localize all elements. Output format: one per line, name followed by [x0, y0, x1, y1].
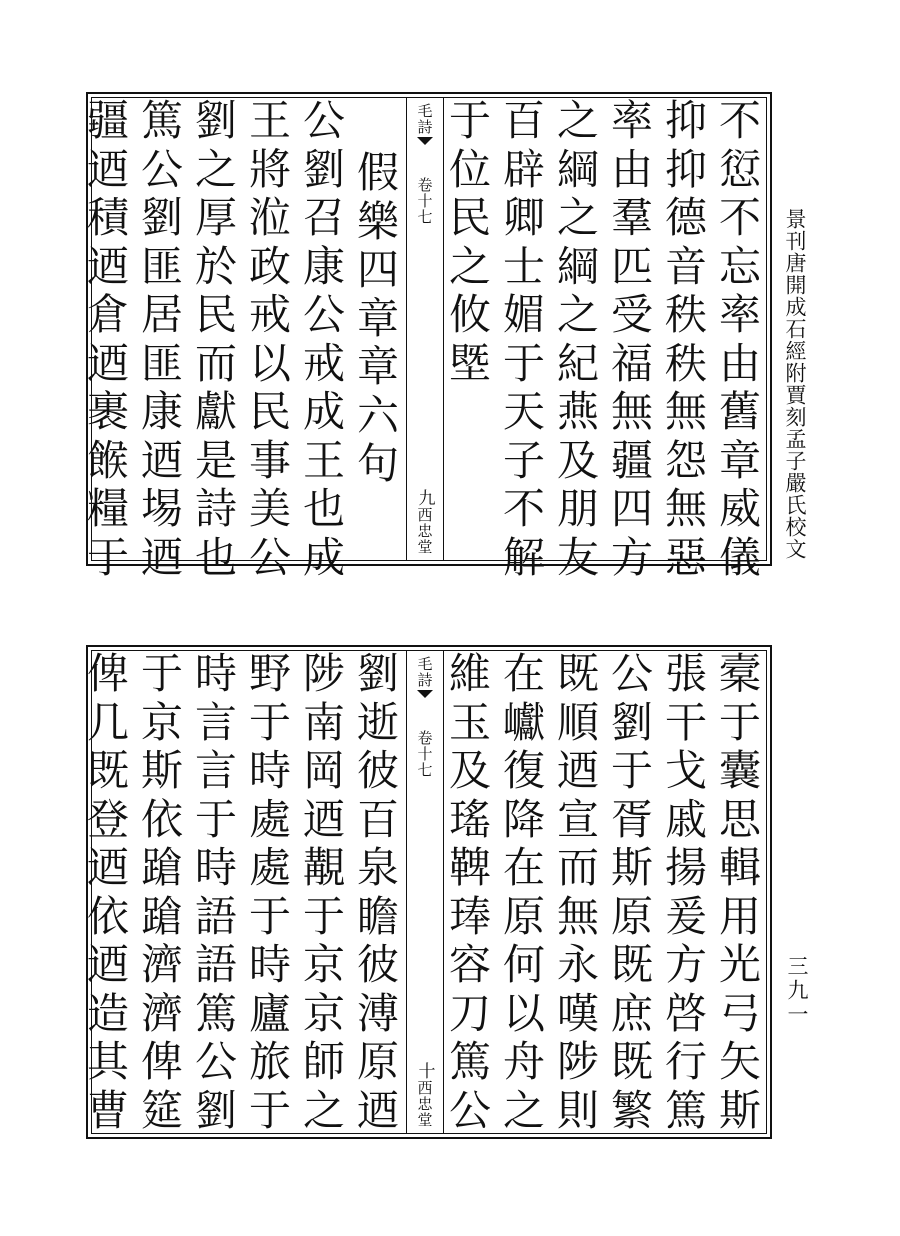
character: 于 — [248, 1085, 291, 1135]
character: 餱 — [86, 435, 129, 485]
character: 篤 — [448, 1037, 491, 1086]
center-hall-name: 西忠堂 — [415, 1080, 434, 1128]
character: 言 — [194, 746, 237, 795]
character: 無 — [664, 484, 707, 533]
character: 受 — [610, 290, 653, 339]
character: 迺 — [86, 144, 129, 194]
character: 于 — [248, 891, 291, 941]
character: 瑤 — [448, 794, 491, 844]
text-column — [553, 96, 603, 582]
character: 威 — [718, 484, 761, 533]
character: 語 — [194, 940, 237, 989]
character: 子 — [502, 435, 545, 485]
character: 積 — [86, 193, 129, 242]
character: 廬 — [248, 988, 291, 1038]
character: 秩 — [664, 338, 707, 388]
character: 原 — [502, 891, 545, 941]
center-volume: 卷十七 — [415, 730, 434, 778]
character: 刀 — [448, 988, 491, 1038]
character: 由 — [718, 338, 761, 388]
text-column — [245, 96, 295, 582]
character: 率 — [610, 96, 653, 145]
character: 何 — [502, 940, 545, 989]
character: 於 — [194, 241, 237, 291]
character: 既 — [556, 649, 599, 698]
center-divider-right — [443, 650, 444, 1134]
character: 嘆 — [556, 988, 599, 1038]
character: 樂 — [356, 196, 399, 246]
character: 召 — [302, 193, 345, 242]
character: 成 — [302, 532, 345, 582]
center-divider-right — [443, 97, 444, 561]
character: 抑 — [664, 144, 707, 194]
character: 卿 — [502, 193, 545, 242]
character: 辟 — [502, 144, 545, 194]
character: 天 — [502, 387, 545, 436]
character: 綱 — [556, 144, 599, 194]
character: 濟 — [140, 988, 183, 1038]
character: 迺 — [356, 1085, 399, 1135]
character: 獻 — [194, 387, 237, 436]
fish-tail-mark — [417, 137, 433, 145]
character: 依 — [140, 794, 183, 844]
character: 時 — [194, 649, 237, 698]
character: 假 — [356, 148, 399, 197]
character: 百 — [502, 96, 545, 145]
character: 抑 — [664, 96, 707, 145]
character: 將 — [248, 144, 291, 194]
character: 俾 — [140, 1037, 183, 1086]
character: 于 — [248, 697, 291, 747]
character: 俾 — [86, 649, 129, 698]
text-column — [661, 96, 711, 582]
character: 登 — [86, 794, 129, 844]
text-column — [137, 650, 187, 1134]
text-column — [553, 650, 603, 1134]
character: 彼 — [356, 940, 399, 989]
character: 南 — [302, 697, 345, 747]
text-column — [445, 97, 495, 561]
character: 啓 — [664, 988, 707, 1038]
character: 裹 — [86, 387, 129, 436]
character: 政 — [248, 241, 291, 291]
character: 媚 — [502, 290, 545, 339]
character: 光 — [718, 940, 761, 989]
character: 之 — [448, 241, 491, 291]
character: 迺 — [140, 532, 183, 582]
character: 容 — [448, 940, 491, 989]
character: 于 — [502, 338, 545, 388]
center-strip — [407, 650, 443, 1134]
character: 糧 — [86, 484, 129, 533]
character: 斯 — [718, 1085, 761, 1135]
character: 康 — [302, 241, 345, 291]
text-column — [245, 650, 295, 1134]
character: 戒 — [248, 290, 291, 339]
character: 涖 — [248, 193, 291, 242]
text-column — [191, 96, 241, 582]
text-column — [299, 650, 349, 1134]
character: 爰 — [664, 891, 707, 941]
character: 京 — [302, 988, 345, 1038]
character: 愆 — [718, 144, 761, 194]
character: 戚 — [664, 794, 707, 844]
character: 瞻 — [356, 891, 399, 941]
character: 不 — [718, 96, 761, 145]
character: 以 — [502, 988, 545, 1038]
character: 王 — [302, 435, 345, 485]
character: 庶 — [610, 988, 653, 1038]
character: 于 — [610, 746, 653, 795]
character: 不 — [502, 484, 545, 533]
character: 濟 — [140, 940, 183, 989]
character: 筵 — [140, 1085, 183, 1135]
character: 之 — [556, 193, 599, 242]
character: 維 — [448, 649, 491, 698]
character: 而 — [194, 338, 237, 388]
character: 埸 — [140, 484, 183, 533]
character: 斯 — [140, 746, 183, 795]
character: 依 — [86, 891, 129, 941]
character: 之 — [502, 1085, 545, 1135]
character: 時 — [248, 940, 291, 989]
text-column — [445, 650, 495, 1134]
character: 匪 — [140, 338, 183, 388]
character: 玉 — [448, 697, 491, 747]
character: 福 — [610, 338, 653, 388]
character: 張 — [664, 649, 707, 698]
character: 劉 — [140, 193, 183, 242]
character: 于 — [718, 697, 761, 747]
character: 友 — [556, 532, 599, 582]
character: 成 — [302, 387, 345, 436]
character: 士 — [502, 241, 545, 291]
character: 綱 — [556, 241, 599, 291]
character: 行 — [664, 1037, 707, 1086]
text-column — [499, 96, 549, 582]
character: 之 — [556, 96, 599, 145]
character: 也 — [302, 484, 345, 533]
character: 公 — [302, 290, 345, 339]
character: 則 — [556, 1085, 599, 1135]
text-column — [607, 96, 657, 582]
text-column — [83, 650, 133, 1134]
character: 六 — [356, 390, 399, 440]
character: 時 — [194, 843, 237, 892]
character: 德 — [664, 193, 707, 242]
character: 覯 — [302, 843, 345, 892]
character: 斯 — [610, 843, 653, 892]
character: 巘 — [502, 697, 545, 747]
character: 鞞 — [448, 843, 491, 892]
character: 于 — [140, 649, 183, 698]
character: 囊 — [718, 746, 761, 795]
character: 戈 — [664, 746, 707, 795]
character: 野 — [248, 649, 291, 698]
character: 位 — [448, 144, 491, 194]
text-column — [353, 650, 403, 1134]
center-divider-left — [406, 650, 407, 1134]
text-column — [715, 650, 765, 1134]
character: 原 — [610, 891, 653, 941]
character: 怨 — [664, 435, 707, 485]
character: 劉 — [302, 144, 345, 194]
character: 朋 — [556, 484, 599, 533]
text-column — [299, 96, 349, 582]
character: 忘 — [718, 241, 761, 291]
character: 既 — [86, 746, 129, 795]
character: 篤 — [194, 988, 237, 1038]
character: 居 — [140, 290, 183, 339]
character: 蹌 — [140, 843, 183, 892]
center-book-name: 毛詩 — [415, 656, 434, 688]
character: 陟 — [302, 649, 345, 698]
top-text-block — [86, 92, 772, 582]
character: 語 — [194, 891, 237, 941]
character: 舊 — [718, 387, 761, 436]
character: 公 — [610, 649, 653, 698]
character: 原 — [356, 1037, 399, 1086]
character: 岡 — [302, 746, 345, 795]
character: 輯 — [718, 843, 761, 892]
character: 詩 — [194, 484, 237, 533]
character: 之 — [302, 1085, 345, 1135]
text-column — [607, 650, 657, 1134]
character: 于 — [194, 794, 237, 844]
character: 戒 — [302, 338, 345, 388]
character: 匹 — [610, 241, 653, 291]
character: 無 — [664, 387, 707, 436]
character: 劉 — [194, 1085, 237, 1135]
character: 燕 — [556, 387, 599, 436]
character: 劉 — [356, 649, 399, 698]
character: 方 — [610, 532, 653, 582]
character: 處 — [248, 843, 291, 892]
character: 琫 — [448, 891, 491, 941]
character: 四 — [356, 245, 399, 294]
character: 劉 — [194, 96, 237, 145]
character: 及 — [556, 435, 599, 485]
character: 匪 — [140, 241, 183, 291]
character: 四 — [610, 484, 653, 533]
character: 民 — [248, 387, 291, 436]
character: 之 — [556, 290, 599, 339]
character: 弓 — [718, 988, 761, 1038]
character: 既 — [610, 940, 653, 989]
character: 處 — [248, 794, 291, 844]
character: 公 — [302, 96, 345, 145]
character: 在 — [502, 843, 545, 892]
character: 于 — [448, 96, 491, 145]
character: 康 — [140, 387, 183, 436]
character: 公 — [448, 1085, 491, 1135]
fish-tail-mark — [417, 690, 433, 698]
character: 曹 — [86, 1085, 129, 1135]
character: 攸 — [448, 290, 491, 339]
character: 槖 — [718, 649, 761, 698]
character: 是 — [194, 435, 237, 485]
text-column — [353, 149, 403, 561]
character: 復 — [502, 746, 545, 795]
character: 造 — [86, 988, 129, 1038]
character: 篤 — [140, 96, 183, 145]
character: 順 — [556, 697, 599, 747]
text-column — [83, 96, 133, 582]
text-column — [137, 96, 187, 582]
center-leaf-number: 十 — [414, 1062, 435, 1080]
character: 迺 — [86, 241, 129, 291]
character: 塈 — [448, 338, 491, 388]
character: 羣 — [610, 193, 653, 242]
character: 旅 — [248, 1037, 291, 1086]
character: 音 — [664, 241, 707, 291]
character: 矢 — [718, 1037, 761, 1086]
center-divider-left — [406, 97, 407, 561]
character: 率 — [718, 290, 761, 339]
character: 章 — [718, 435, 761, 485]
character: 胥 — [610, 794, 653, 844]
character: 降 — [502, 794, 545, 844]
character: 溥 — [356, 988, 399, 1038]
character: 無 — [610, 387, 653, 436]
character: 揚 — [664, 843, 707, 892]
character: 既 — [610, 1037, 653, 1086]
character: 迺 — [86, 843, 129, 892]
character: 迺 — [86, 940, 129, 989]
character: 言 — [194, 697, 237, 747]
character: 儀 — [718, 532, 761, 582]
character: 民 — [448, 193, 491, 242]
center-volume: 卷十七 — [415, 177, 434, 225]
text-column — [191, 650, 241, 1134]
character: 倉 — [86, 290, 129, 339]
character: 陟 — [556, 1037, 599, 1086]
character: 逝 — [356, 697, 399, 747]
center-hall-name: 西忠堂 — [415, 507, 434, 555]
character: 由 — [610, 144, 653, 194]
page-number: 三九一 — [785, 955, 809, 1027]
character: 疆 — [86, 96, 129, 145]
character: 師 — [302, 1037, 345, 1086]
center-leaf-number: 九 — [414, 489, 435, 507]
character: 之 — [194, 144, 237, 194]
character: 句 — [356, 439, 399, 488]
character: 迺 — [302, 794, 345, 844]
character: 方 — [664, 940, 707, 989]
character: 王 — [248, 96, 291, 145]
bottom-text-block — [86, 645, 772, 1139]
character: 疆 — [610, 435, 653, 485]
character: 篤 — [664, 1085, 707, 1135]
margin-title: 景刊唐開成石經附賈刻孟子嚴氏校文 — [783, 208, 807, 560]
character: 其 — [86, 1037, 129, 1086]
character: 永 — [556, 940, 599, 989]
character: 用 — [718, 891, 761, 941]
character: 解 — [502, 532, 545, 582]
character: 舟 — [502, 1037, 545, 1086]
character: 而 — [556, 843, 599, 892]
character: 百 — [356, 794, 399, 844]
character: 及 — [448, 746, 491, 795]
character: 干 — [664, 697, 707, 747]
character: 迺 — [140, 435, 183, 485]
text-column — [499, 650, 549, 1134]
character: 無 — [556, 891, 599, 941]
character: 美 — [248, 484, 291, 533]
character: 不 — [718, 193, 761, 242]
character: 于 — [86, 532, 129, 582]
character: 厚 — [194, 193, 237, 242]
character: 几 — [86, 697, 129, 747]
character: 宣 — [556, 794, 599, 844]
character: 在 — [502, 649, 545, 698]
character: 泉 — [356, 843, 399, 892]
character: 公 — [140, 144, 183, 194]
character: 繁 — [610, 1085, 653, 1135]
character: 蹌 — [140, 891, 183, 941]
character: 京 — [140, 697, 183, 747]
character: 于 — [302, 891, 345, 941]
center-strip — [407, 97, 443, 561]
character: 惡 — [664, 532, 707, 582]
center-book-name: 毛詩 — [415, 103, 434, 135]
character: 迺 — [86, 338, 129, 388]
character: 也 — [194, 532, 237, 582]
character: 公 — [194, 1037, 237, 1086]
character: 紀 — [556, 338, 599, 388]
character: 時 — [248, 746, 291, 795]
character: 民 — [194, 290, 237, 339]
character: 以 — [248, 338, 291, 388]
character: 思 — [718, 794, 761, 844]
character: 秩 — [664, 290, 707, 339]
character: 迺 — [556, 746, 599, 795]
character: 章 — [356, 342, 399, 391]
character: 公 — [248, 532, 291, 582]
character: 章 — [356, 293, 399, 343]
character: 京 — [302, 940, 345, 989]
character: 劉 — [610, 697, 653, 747]
text-column — [715, 96, 765, 582]
text-column — [661, 650, 711, 1134]
character: 彼 — [356, 746, 399, 795]
character: 事 — [248, 435, 291, 485]
